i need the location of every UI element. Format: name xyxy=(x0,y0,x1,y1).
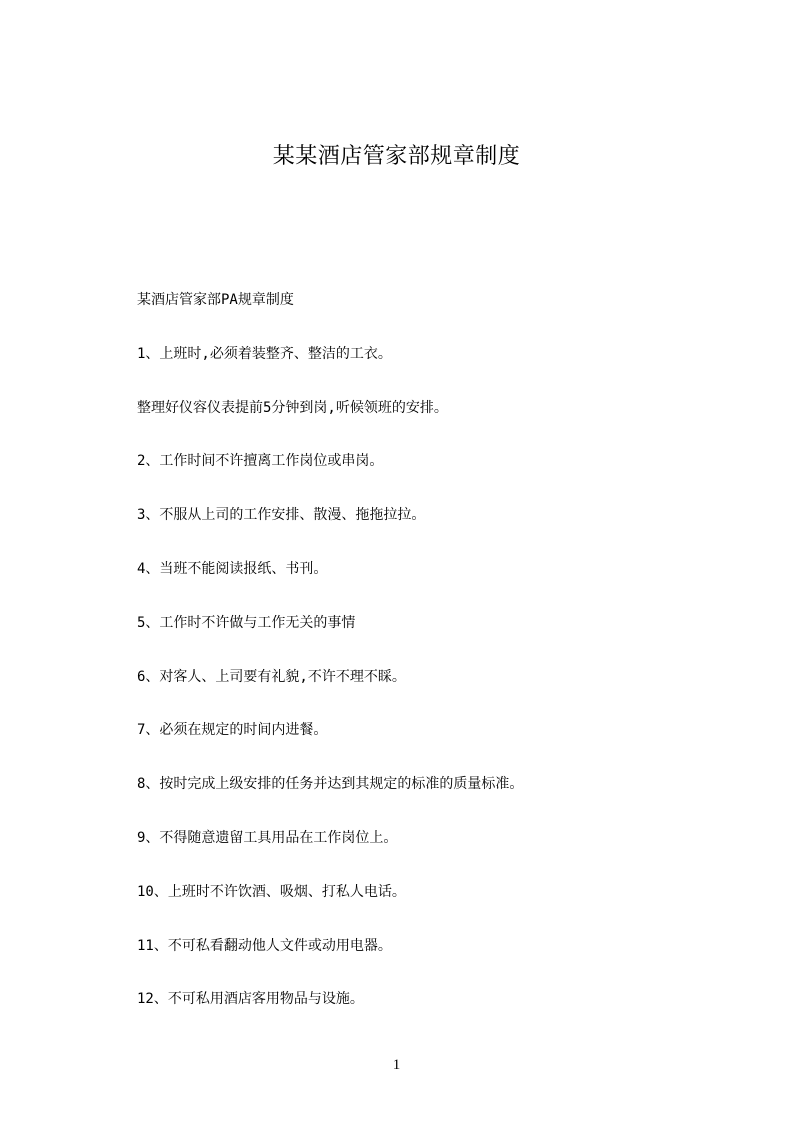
rule-item: 整理好仪容仪表提前5分钟到岗,听候领班的安排。 xyxy=(137,399,448,416)
document-subtitle: 某酒店管家部PA规章制度 xyxy=(137,292,294,308)
rule-item: 11、不可私看翻动他人文件或动用电器。 xyxy=(137,937,392,954)
rule-item: 2、工作时间不许擅离工作岗位或串岗。 xyxy=(137,453,384,470)
rule-item: 5、工作时不许做与工作无关的事情 xyxy=(137,614,356,631)
rule-item: 12、不可私用酒店客用物品与设施。 xyxy=(137,991,364,1008)
document-body xyxy=(137,288,737,1041)
page-title: 某某酒店管家部规章制度 xyxy=(272,144,521,169)
rule-item: 8、按时完成上级安排的任务并达到其规定的标准的质量标准。 xyxy=(137,776,524,793)
rule-item: 3、不服从上司的工作安排、散漫、拖拖拉拉。 xyxy=(137,507,426,524)
rule-item: 7、必须在规定的时间内进餐。 xyxy=(137,722,328,739)
rule-item: 10、上班时不许饮酒、吸烟、打私人电话。 xyxy=(137,883,406,900)
rule-item: 4、当班不能阅读报纸、书刊。 xyxy=(137,560,328,577)
rule-item: 9、不得随意遗留工具用品在工作岗位上。 xyxy=(137,829,398,846)
page-number: 1 xyxy=(392,1057,401,1073)
rule-item: 6、对客人、上司要有礼貌,不许不理不睬。 xyxy=(137,668,406,685)
rule-item: 1、上班时,必须着装整齐、整洁的工衣。 xyxy=(137,345,392,362)
